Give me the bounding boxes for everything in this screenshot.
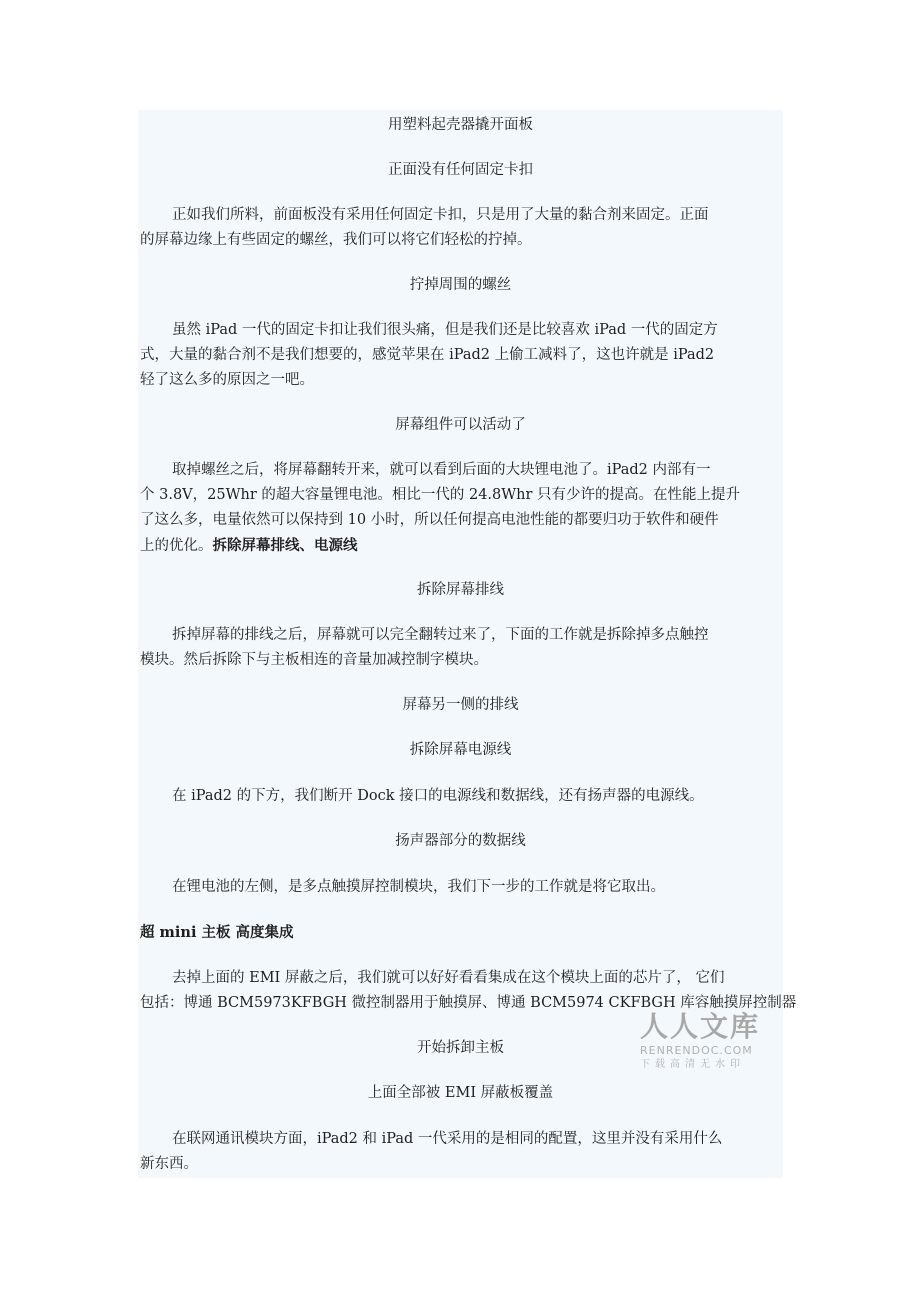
image-caption: 屏幕组件可以活动了: [395, 417, 526, 433]
paragraph-line: 在 iPad2 的下方，我们断开 Dock 接口的电源线和数据线，还有扬声器的电源线。: [172, 788, 704, 804]
image-caption: 正面没有任何固定卡扣: [388, 162, 533, 178]
paragraph-line: 拆掉屏幕的排线之后，屏幕就可以完全翻转过来了，下面的工作就是拆除掉多点触控: [172, 627, 709, 643]
paragraph-line: 模块。然后拆除下与主板相连的音量加减控制字模块。: [140, 652, 488, 668]
paragraph-line: 了这么多，电量依然可以保持到 10 小时，所以任何提高电池性能的都要归功于软件和硬件: [140, 512, 719, 528]
image-caption: 上面全部被 EMI 屏蔽板覆盖: [367, 1085, 554, 1101]
paragraph-line: 在联网通讯模块方面，iPad2 和 iPad 一代采用的是相同的配置，这里并没有采用什么: [172, 1131, 723, 1147]
image-caption: 拆除屏幕电源线: [409, 742, 512, 758]
paragraph-line: 个 3.8V，25Whr 的超大容量锂电池。相比一代的 24.8Whr 只有少许的提高。在性能上提升: [140, 487, 741, 503]
image-caption: 扬声器部分的数据线: [395, 833, 526, 849]
section-heading: 超 mini 主板 高度集成: [140, 924, 294, 941]
paragraph-line: [138, 534, 783, 558]
paragraph-line: 新东西。: [140, 1156, 198, 1172]
inline-heading: 拆除屏幕排线、电源线: [212, 537, 358, 554]
paragraph-line: 包括：博通 BCM5973KFBGH 微控制器用于触摸屏、博通 BCM5974 CKFBGH 库容触摸屏控制器: [140, 995, 797, 1011]
paragraph-line: 虽然 iPad 一代的固定卡扣让我们很头痛，但是我们还是比较喜欢 iPad 一代的固定方: [172, 322, 718, 338]
watermark-logo: [640, 1010, 780, 1080]
paragraph-line: 去掉上面的 EMI 屏蔽之后，我们就可以好好看看集成在这个模块上面的芯片了， 它们: [172, 970, 725, 986]
paragraph-line: 式，大量的黏合剂不是我们想要的，感觉苹果在 iPad2 上偷工减料了，这也许就是 iPad2: [140, 347, 715, 363]
paragraph-line: 的屏幕边缘上有些固定的螺丝，我们可以将它们轻松的拧掉。: [140, 232, 532, 248]
image-caption: 开始拆卸主板: [417, 1040, 504, 1056]
paragraph-line: 轻了这么多的原因之一吧。: [140, 372, 314, 388]
paragraph-text: 上的优化。: [140, 538, 213, 554]
image-caption: 拧掉周围的螺丝: [409, 277, 512, 293]
paragraph-line: 正如我们所料，前面板没有采用任何固定卡扣，只是用了大量的黏合剂来固定。正面: [172, 207, 709, 223]
paragraph-line: 取掉螺丝之后，将屏幕翻转开来，就可以看到后面的大块锂电池了。iPad2 内部有一: [172, 462, 711, 478]
paragraph-line: 在锂电池的左侧，是多点触摸屏控制模块，我们下一步的工作就是将它取出。: [172, 879, 665, 895]
watermark-subtitle: 下载高清无水印: [640, 1059, 745, 1070]
watermark-title: 人人文库: [640, 1010, 761, 1043]
image-caption: 用塑料起壳器撬开面板: [388, 117, 533, 133]
image-caption: 拆除屏幕排线: [417, 582, 504, 598]
watermark-url: RENRENDOC.COM: [640, 1044, 753, 1057]
image-caption: 屏幕另一侧的排线: [402, 697, 519, 713]
